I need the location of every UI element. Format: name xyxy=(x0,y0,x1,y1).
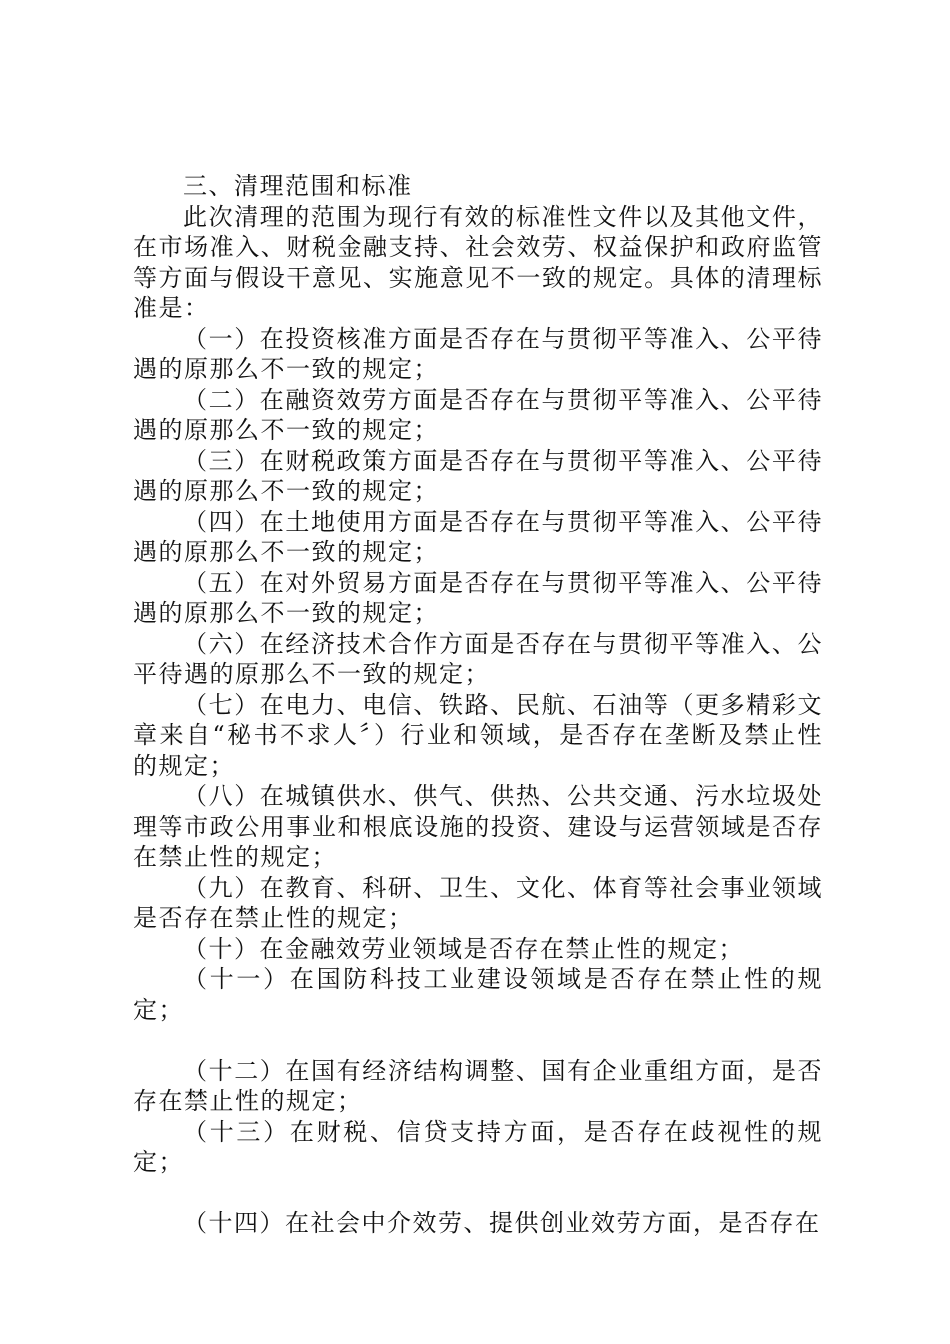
intro-paragraph: 此次清理的范围为现行有效的标准性文件以及其他文件，在市场准入、财税金融支持、社会效劳、权益保护和政府监管等方面与假设干意见、实施意见不一致的规定。具体的清理标准是： xyxy=(133,202,823,322)
document-body xyxy=(133,171,823,1239)
list-item-8: （八）在城镇供水、供气、供热、公共交通、污水垃圾处理等市政公用事业和根底设施的投资、建设与运营领域是否存在禁止性的规定； xyxy=(133,782,823,871)
list-item-3: （三）在财税政策方面是否存在与贯彻平等准入、公平待遇的原那么不一致的规定； xyxy=(133,446,823,505)
list-item-12: （十二）在国有经济结构调整、国有企业重组方面，是否存在禁止性的规定； xyxy=(133,1056,823,1115)
list-item-5: （五）在对外贸易方面是否存在与贯彻平等准入、公平待遇的原那么不一致的规定； xyxy=(133,568,823,627)
list-item-7: （七）在电力、电信、铁路、民航、石油等（更多精彩文章来自“秘书不求人〞）行业和领域，是否存在垄断及禁止性的规定； xyxy=(133,690,823,780)
list-item-2: （二）在融资效劳方面是否存在与贯彻平等准入、公平待遇的原那么不一致的规定； xyxy=(133,385,823,444)
list-item-14: （十四）在社会中介效劳、提供创业效劳方面，是否存在 xyxy=(183,1209,821,1237)
list-item-6: （六）在经济技术合作方面是否存在与贯彻平等准入、公平待遇的原那么不一致的规定； xyxy=(133,629,823,688)
list-item-10: （十）在金融效劳业领域是否存在禁止性的规定； xyxy=(183,934,744,963)
list-item-4: （四）在土地使用方面是否存在与贯彻平等准入、公平待遇的原那么不一致的规定； xyxy=(133,507,823,566)
list-item-11: （十一）在国防科技工业建设领域是否存在禁止性的规定； xyxy=(133,965,823,1024)
list-item-13: （十三）在财税、信贷支持方面，是否存在歧视性的规定； xyxy=(133,1117,823,1176)
list-item-1: （一）在投资核准方面是否存在与贯彻平等准入、公平待遇的原那么不一致的规定； xyxy=(133,324,823,383)
list-item-9: （九）在教育、科研、卫生、文化、体育等社会事业领域是否存在禁止性的规定； xyxy=(133,873,823,932)
section-heading: 三、清理范围和标准 xyxy=(183,172,413,200)
